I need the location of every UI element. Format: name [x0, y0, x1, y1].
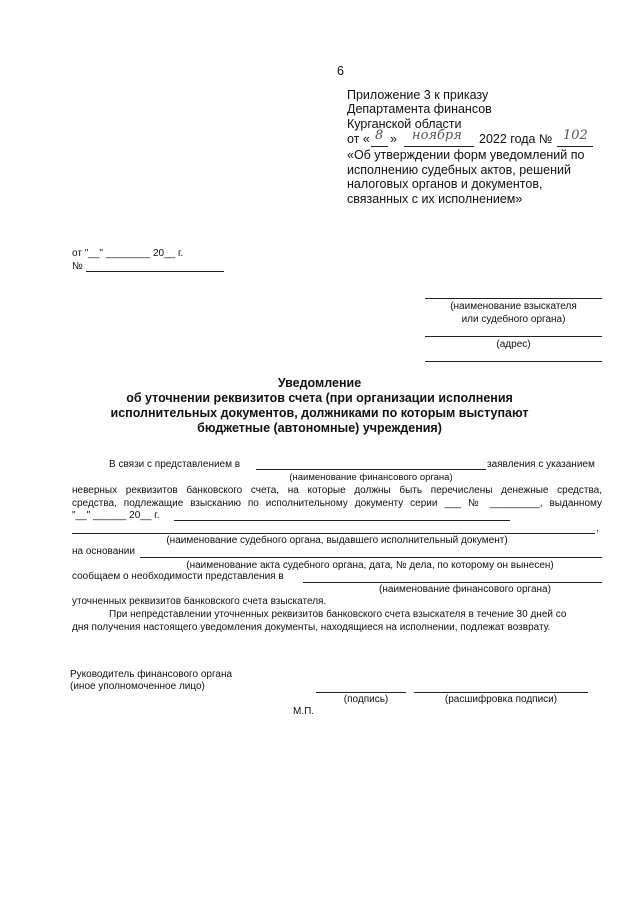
body-line-3: средства, подлежащие взысканию по исполнительному документу серии ___ № _________, выданному: [72, 498, 602, 509]
address-line: [425, 336, 602, 337]
court-line-1: [174, 520, 510, 521]
title-line-4: бюджетные (автономные) учреждения): [197, 421, 442, 435]
notify-label: сообщаем о необходимости представления в: [72, 571, 284, 582]
title-line-1: Уведомление: [277, 376, 362, 390]
body-p1-end: заявления с указанием: [487, 459, 595, 470]
body-line-4-start: "__" ______ 20__ г.: [72, 510, 160, 521]
address-line-2: [425, 361, 602, 362]
fin-organ-line: [256, 469, 486, 470]
caption-fin-organ-2: (наименование финансового органа): [379, 584, 551, 595]
date-month-line: [404, 146, 474, 147]
header-date-prefix: от «: [347, 132, 370, 146]
header-title-line-3: налоговых органов и документов,: [347, 177, 543, 191]
header-line-1: Приложение 3 к приказу: [347, 88, 489, 102]
header-title-line-4: связанных с их исполнением»: [347, 192, 523, 206]
order-number-line: [557, 146, 593, 147]
signature-caption: (подпись): [343, 694, 389, 705]
title-line-2: об уточнении реквизитов счета (при организации исполнения: [126, 391, 513, 405]
title-line-3: исполнительных документов, должниками по которым выступают: [110, 406, 529, 420]
body-p2-line-2: дня получения настоящего уведомления документы, находящиеся на исполнении, подлежат возврату.: [72, 622, 551, 633]
recipient-caption-2: или судебного органа): [461, 314, 566, 325]
header-date-year: 2022 года №: [479, 132, 553, 146]
caption-fin-organ: (наименование финансового органа): [289, 472, 453, 483]
date-day-line: [371, 146, 388, 147]
outgoing-date: от "__" ________ 20__ г.: [72, 248, 184, 259]
header-line-3: Курганской области: [347, 117, 462, 131]
order-number-handwritten: 102: [563, 128, 588, 143]
date-day-handwritten: 8: [375, 128, 384, 143]
basis-line: [140, 557, 602, 558]
court-line-2: [72, 533, 595, 534]
comma: ,: [596, 523, 599, 534]
caption-court: (наименование судебного органа, выдавшего исполнительный документ): [166, 535, 508, 546]
signature-role-line-2: (иное уполномоченное лицо): [70, 681, 205, 692]
basis-label: на основании: [72, 546, 135, 557]
decode-line: [414, 692, 588, 693]
page-number: 6: [337, 64, 344, 78]
stamp-label: М.П.: [293, 706, 315, 717]
address-caption: (адрес): [496, 339, 531, 350]
caption-act: (наименование акта судебного органа, дата, № дела, по которому он вынесен): [186, 560, 554, 571]
recipient-line: [425, 298, 602, 299]
notify-line: [303, 582, 602, 583]
body-p1-start: В связи с представлением в: [109, 459, 241, 470]
header-title-line-1: «Об утверждении форм уведомлений по: [347, 148, 585, 162]
signature-role-line-1: Руководитель финансового органа: [70, 669, 233, 680]
body-p2-line-1: При непредставлении уточненных реквизитов банковского счета взыскателя в течение 30 дней со: [109, 609, 567, 620]
recipient-caption-1: (наименование взыскателя: [450, 301, 577, 312]
body-line-2: неверных реквизитов банковского счета, на которые должны быть перечислены денежные средства,: [72, 485, 602, 496]
header-title-line-2: исполнению судебных актов, решений: [347, 163, 571, 177]
outgoing-number-label: №: [72, 261, 83, 272]
body-line-clarified: уточненных реквизитов банковского счета взыскателя.: [72, 596, 327, 607]
decode-caption: (расшифровка подписи): [444, 694, 558, 705]
header-date-close: »: [390, 132, 397, 146]
date-month-handwritten: ноября: [412, 128, 462, 143]
signature-line: [316, 692, 406, 693]
header-line-2: Департамента финансов: [347, 102, 492, 116]
outgoing-number-line: [86, 271, 224, 272]
